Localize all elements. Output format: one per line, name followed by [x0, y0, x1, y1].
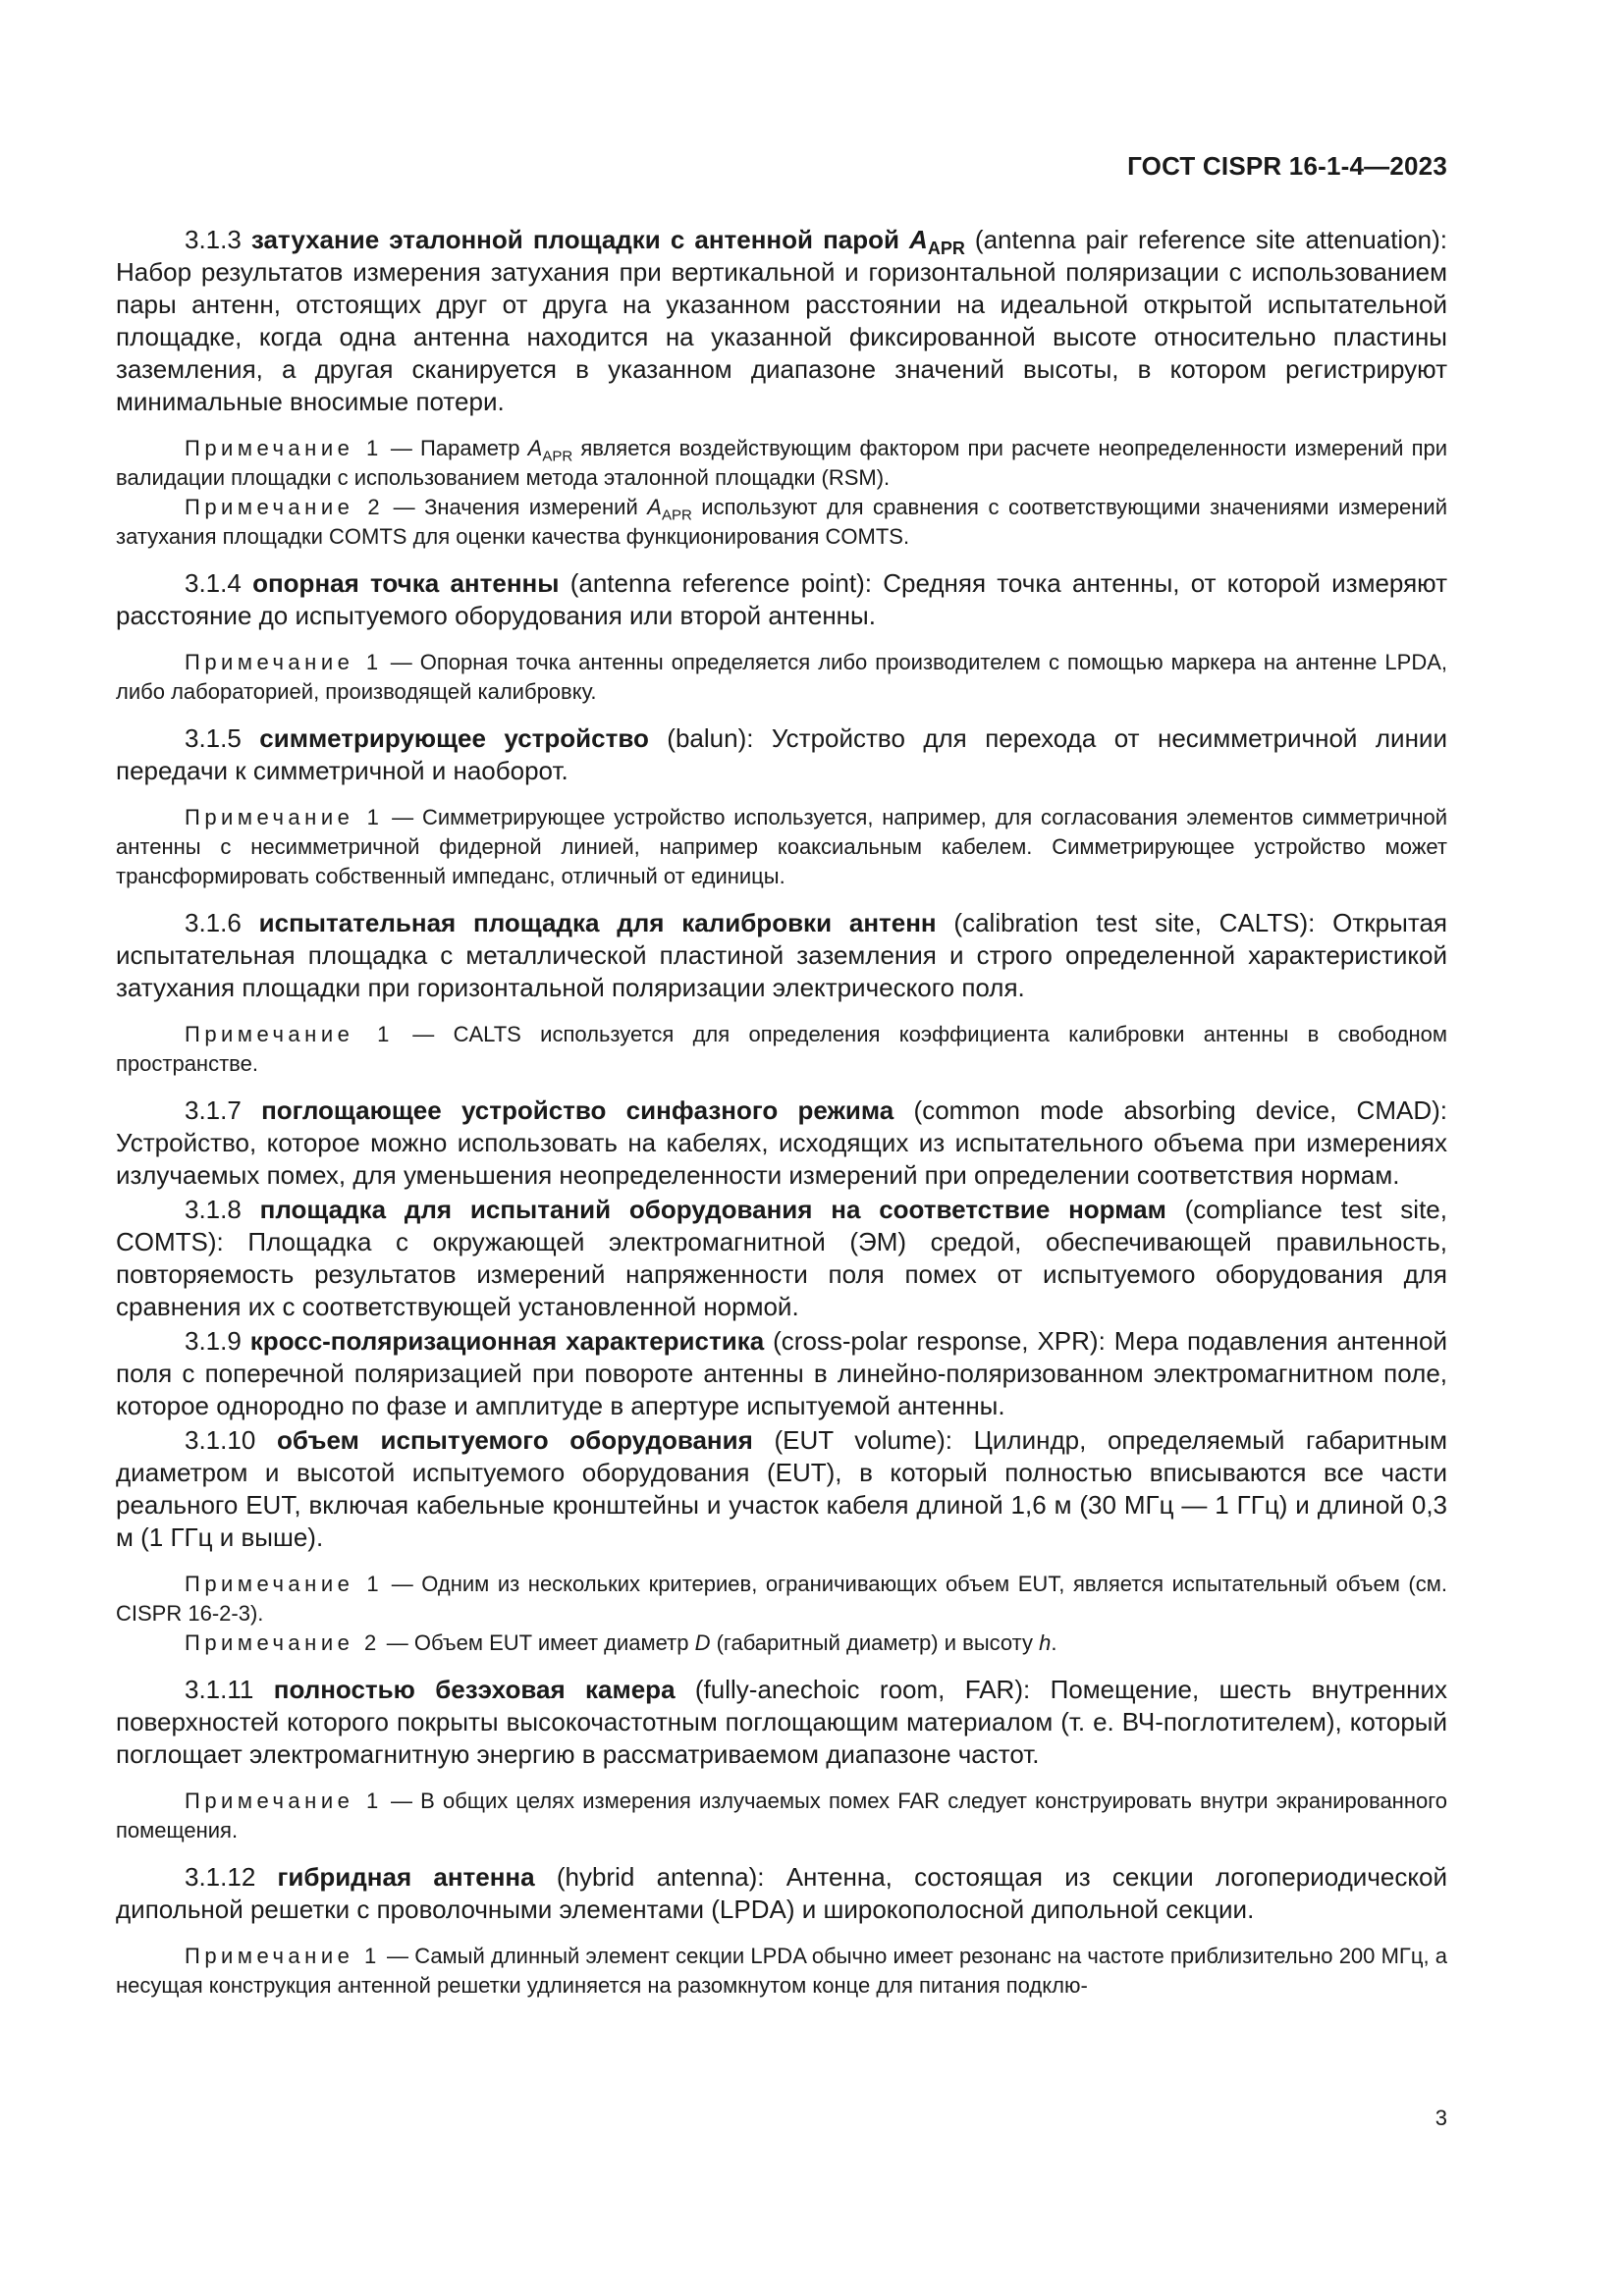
term-3-1-6	[116, 907, 1447, 1004]
term-definition: (EUT volume): Цилиндр, определяемый габаритным диаметром и высотой испытуемого оборудования (EUT), в который полностью вписываются все части реального EUT, включая кабельные кронштейны и участок кабеля длиной 1,6 м (30 МГц — 1 ГГц) и длиной 0,3 м (1 ГГц и выше).	[116, 1425, 1447, 1552]
term-title: испытательная площадка для калибровки антенн	[258, 908, 937, 937]
term-definition: (cross-polar response, XPR): Мера подавления антенной поля с поперечной поляризацией при повороте антенны в линейно-поляризованном электромагнитном поле, которое однородно по фазе и амплитуде в апертуре испытуемой антенны.	[116, 1326, 1447, 1420]
term-number: 3.1.4	[185, 568, 242, 598]
term-definition: (antenna reference point): Средняя точка антенны, от которой измеряют расстояние до испытуемого оборудования или второй антенны.	[116, 568, 1447, 630]
note-label: Примечание 1	[185, 1022, 394, 1046]
note-3-1-3-2: Примечание 2 — Значения измерений $A_{APR}$ используют для сравнения с соответствующими значениями измерений затухания площадки COMTS для оценки качества функционирования COMTS.	[116, 495, 1447, 549]
terms-section	[116, 224, 1447, 2001]
note-3-1-11-1: Примечание 1 — В общих целях измерения излучаемых помех FAR следует конструировать внутри экранированного помещения.	[116, 1789, 1447, 1842]
note-3-1-4-1: Примечание 1 — Опорная точка антенны определяется либо производителем с помощью маркера на антенне LPDA, либо лабораторией, производящей калибровку.	[116, 650, 1447, 704]
note-label: Примечание 1	[185, 1944, 381, 1968]
term-number: 3.1.12	[185, 1862, 256, 1892]
term-3-1-5	[116, 722, 1447, 787]
note-3-1-6-1: Примечание 1 — CALTS используется для определения коэффициента калибровки антенны в свободном пространстве.	[116, 1022, 1447, 1076]
term-number: 3.1.3	[185, 225, 242, 254]
term-3-1-4	[116, 567, 1447, 632]
term-definition: (balun): Устройство для перехода от несимметричной линии передачи к симметричной и наоборот.	[116, 723, 1447, 785]
term-3-1-3	[116, 224, 1447, 418]
term-definition: (common mode absorbing device, CMAD): Устройство, которое можно использовать на кабелях, исходящих из испытательного объема при измерениях излучаемых помех, для уменьшения неопределенности измерений при определении соответствия нормам.	[116, 1095, 1447, 1190]
term-title: опорная точка антенны	[252, 568, 560, 598]
term-3-1-12	[116, 1861, 1447, 1926]
note-3-1-3-1: Примечание 1 — Параметр $A_{APR}$ является воздействующим фактором при расчете неопределенности измерений при валидации площадки с использованием метода эталонной площадки (RSM).	[116, 436, 1448, 490]
term-title: поглощающее устройство синфазного режима	[261, 1095, 894, 1125]
note-label: Примечание 1	[185, 1789, 383, 1813]
term-title: полностью безэховая камера	[273, 1675, 676, 1704]
page-number: 3	[1435, 2106, 1447, 2130]
note-3-1-10-2: Примечание 2 — Объем EUT имеет диаметр D (габаритный диаметр) и высоту h.	[185, 1630, 1057, 1655]
term-number: 3.1.9	[185, 1326, 242, 1356]
term-title: кросс-поляризационная характеристика	[249, 1326, 765, 1356]
term-title: объем испытуемого оборудования	[276, 1425, 753, 1455]
note-3-1-12-1: Примечание 1 — Самый длинный элемент секции LPDA обычно имеет резонанс на частоте приблизительно 200 МГц, а несущая конструкция антенной решетки удлиняется на разомкнутом конце для питания подклю-	[116, 1944, 1447, 1998]
term-3-1-11	[116, 1674, 1447, 1771]
note-3-1-5-1: Примечание 1 — Симметрирующее устройство используется, например, для согласования элементов симметричной антенны с несимметричной фидерной линией, например коаксиальным кабелем. Симметрирующее устройство может трансформировать собственный импеданс, отличный от единицы.	[116, 805, 1448, 888]
note-label: Примечание 1	[185, 650, 383, 674]
note-label: Примечание 1	[185, 805, 384, 829]
term-title: площадка для испытаний оборудования на соответствие нормам	[259, 1195, 1166, 1224]
term-number: 3.1.8	[185, 1195, 242, 1224]
term-number: 3.1.10	[185, 1425, 256, 1455]
term-number: 3.1.6	[185, 908, 242, 937]
term-3-1-7	[116, 1095, 1447, 1192]
term-number: 3.1.11	[185, 1675, 254, 1704]
term-definition: (compliance test site, COMTS): Площадка с окружающей электромагнитной (ЭМ) средой, обеспечивающей правильность, повторяемость результатов измерений напряженности поля помех от испытуемого оборудования для сравнения их с соответствующей установленной нормой.	[116, 1195, 1447, 1321]
term-symbol-subscript: APR	[927, 239, 965, 259]
note-label: Примечание 1	[185, 436, 383, 460]
document-page	[116, 0, 1447, 2296]
term-definition: (hybrid antenna): Антенна, состоящая из секции логопериодической дипольной решетки с проволочными элементами (LPDA) и широкополосной дипольной секции.	[116, 1862, 1447, 1924]
note-3-1-10-1: Примечание 1 — Одним из нескольких критериев, ограничивающих объем EUT, является испытательный объем (см. CISPR 16-2-3).	[116, 1572, 1447, 1626]
term-3-1-9	[116, 1325, 1447, 1422]
note-label: Примечание 1	[185, 1572, 384, 1596]
term-title: затухание эталонной площадки с антенной парой	[250, 225, 910, 254]
term-3-1-8	[116, 1194, 1447, 1323]
term-3-1-10	[116, 1424, 1447, 1554]
term-title: гибридная антенна	[277, 1862, 535, 1892]
term-symbol: A	[909, 225, 928, 254]
term-number: 3.1.5	[185, 723, 242, 753]
term-number: 3.1.7	[185, 1095, 242, 1125]
standard-designation: ГОСТ CISPR 16-1-4—2023	[1127, 151, 1447, 181]
term-definition: (fully-anechoic room, FAR): Помещение, шесть внутренних поверхностей которого покрыты высокочастотным поглощающим материалом (т. е. ВЧ-поглотителем), который поглощает электромагнитную энергию в рассматриваемом диапазоне частот.	[116, 1675, 1447, 1769]
term-title: симметрирующее устройство	[259, 723, 649, 753]
term-definition: (calibration test site, CALTS): Открытая испытательная площадка с металлической пластиной заземления и строго определенной характеристикой затухания площадки при горизонтальной поляризации электрического поля.	[116, 908, 1447, 1002]
term-definition: (antenna pair reference site attenuation): Набор результатов измерения затухания при вертикальной и горизонтальной поляризации с использованием пары антенн, отстоящих друг от друга на указанном расстоянии на идеальной открытой испытательной площадке, когда одна антенна находится на указанной фиксированной высоте относительно пластины заземления, а другая сканируется в указанном диапазоне значений высоты, в котором регистрируют минимальные вносимые потери.	[116, 225, 1447, 416]
note-label: Примечание 2	[185, 1630, 381, 1655]
note-label: Примечание 2	[185, 495, 385, 519]
